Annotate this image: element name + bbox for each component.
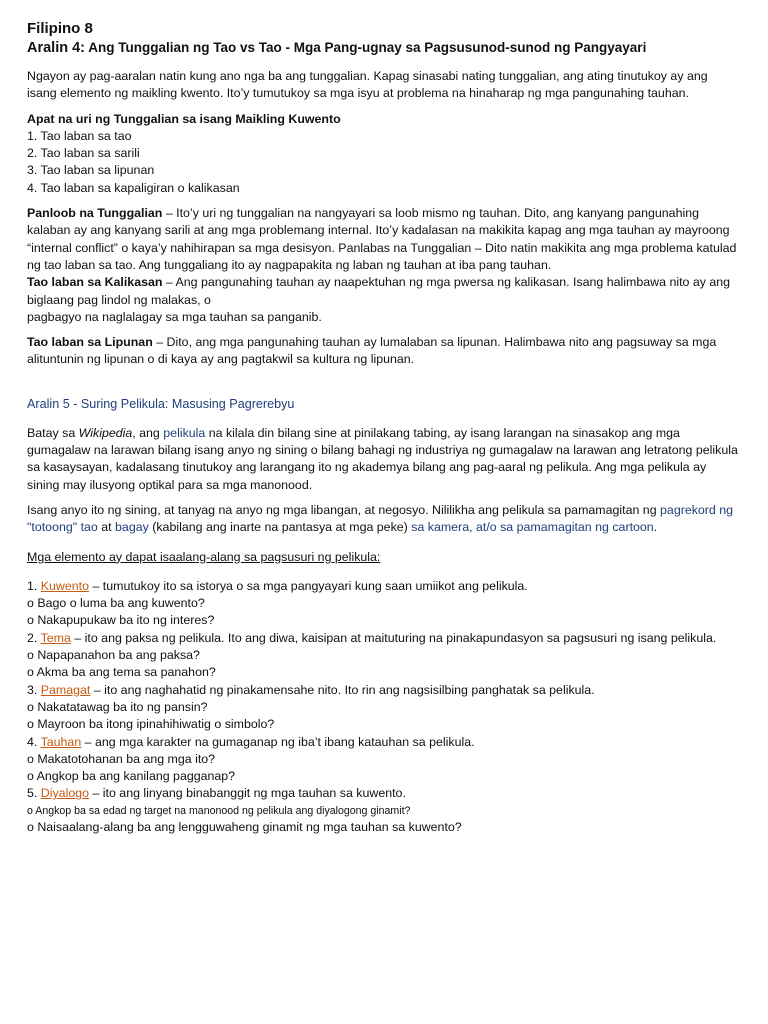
panloob-paragraph [27, 205, 740, 274]
pelikula-definition-paragraph [27, 425, 740, 494]
pamagat-question-1: o Nakatatawag ba ito ng pansin? [27, 699, 208, 714]
tauhan-question-2: o Angkop ba ang kanilang pagganap? [27, 769, 236, 784]
pagrekord-link[interactable]: pagrekord ng "totoong" tao [27, 502, 734, 535]
creation-text-e: . [653, 520, 658, 535]
element-description: – ang mga karakter na gumaganap ng iba’t ibang katauhan sa pelikula. [81, 734, 475, 749]
element-description: – ito ang paksa ng pelikula. Ito ang diwa, kaisipan at maituturing na pinakapundasyon sa pagsusuri ng isang pelikula. [70, 630, 717, 645]
element-description: – tumutukoy ito sa istorya o sa mga pangyayari kung saan umiikot ang pelikula. [89, 578, 528, 593]
lesson-4-heading [27, 38, 740, 58]
creation-text-b: at [97, 520, 116, 535]
tema-term[interactable]: Tema [40, 630, 71, 645]
conflict-type-4: 4. Tao laban sa kapaligiran o kalikasan [27, 180, 240, 195]
lipunan-text: – Dito, ang mga pangunahing tauhan ay lumalaban sa lipunan. Halimbawa nito ang pagsuway sa mga alituntunin ng lipunan o di kaya ay ang pagtakwil sa kultura ng lipunan. [27, 335, 717, 367]
pelikula-link[interactable]: pelikula [163, 425, 206, 440]
pelikula-text-a: Batay sa [27, 425, 79, 440]
lesson-4-title: Ang Tunggalian ng Tao vs Tao - Mga Pang-ugnay sa Pagsusunod-sunod ng Pangyayari [85, 40, 647, 55]
kalikasan-text: – Ang pangunahing tauhan ay naapektuhan ng mga pwersa ng kalikasan. Isang halimbawa nito ay ang biglaang pag lindol ng malakas, o [27, 275, 731, 307]
element-diyalogo [27, 785, 740, 802]
intro-paragraph: Ngayon ay pag-aaralan natin kung ano nga ba ang tunggalian. Kapag sinasabi nating tunggalian, ang ating tinutukoy ay ang isang elemento ng maikling kwento. Ito’y tumutukoy sa mga isyu at problema na hinaharap ng mga pangunahing tauhan. [27, 69, 708, 101]
lipunan-paragraph [27, 334, 740, 369]
creation-text-c: (kabilang ang inarte na pantasya at mga peke) [148, 520, 412, 535]
kuwento-question-1: o Bago o luma ba ang kuwento? [27, 596, 205, 611]
elements-heading: Mga elemento ay dapat isaalang-alang sa pagsusuri ng pelikula: [27, 549, 381, 564]
conflict-types-heading: Apat na uri ng Tunggalian sa isang Maikling Kuwento [27, 111, 341, 126]
tauhan-question-1: o Makatotohanan ba ang mga ito? [27, 751, 216, 766]
element-kuwento [27, 578, 740, 595]
creation-text-a: Isang anyo ito ng sining, at tanyag na anyo ng mga libangan, at negosyo. Nililikha ang pelikula sa pamamagitan ng [27, 502, 661, 517]
pamagat-question-2: o Mayroon ba itong ipinahihiwatig o simbolo? [27, 717, 275, 732]
conflict-type-3: 3. Tao laban sa lipunan [27, 163, 155, 178]
panloob-term: Panloob na Tunggalian [27, 206, 163, 221]
lesson-4-label: Aralin 4: [27, 40, 86, 56]
conflict-type-2: 2. Tao laban sa sarili [27, 146, 140, 161]
lipunan-term: Tao laban sa Lipunan [27, 335, 153, 350]
element-number: 5. [27, 786, 41, 801]
kuwento-term[interactable]: Kuwento [40, 578, 90, 593]
element-number: 1. [27, 578, 41, 593]
kalikasan-line-2: pagbagyo na naglalagay sa mga tauhan sa panganib. [27, 309, 322, 324]
creation-text-d: , [469, 520, 476, 535]
tema-question-1: o Napapanahon ba ang paksa? [27, 648, 200, 663]
conflict-type-1: 1. Tao laban sa tao [27, 128, 132, 143]
element-number: 4. [27, 734, 41, 749]
kalikasan-term: Tao laban sa Kalikasan [27, 275, 163, 290]
element-description: – ito ang naghahatid ng pinakamensahe nito. Ito rin ang nagsisilbing panghatak sa pelikula. [90, 682, 595, 697]
diyalogo-question-1: o Angkop ba sa edad ng target na manonood ng pelikula ang diyalogong ginamit? [27, 804, 411, 817]
element-tema [27, 630, 740, 647]
element-description: – ito ang linyang binabanggit ng mga tauhan sa kuwento. [89, 786, 406, 801]
pelikula-text-b: , ang [132, 425, 164, 440]
kamera-link[interactable]: sa kamera [411, 520, 470, 535]
panloob-text: – Ito’y uri ng tunggalian na nangyayari sa loob mismo ng tauhan. Dito, ang kanyang pangunahing kalaban ay ang kanyang sarili at ang mga problemang internal. Ito’y kadalasan na makikita kapag ang mga tauhan ay mayroong “internal conflict” o kaya’y nahihirapan sa mga desisyon. Panlabas na Tunggalian – Dito natin makikita ang mga problema katulad ng tao laban sa tao. Ang tunggaliang ito ay nagpapakita ng laban ng tauhan at iba pang tauhan. [27, 206, 737, 272]
diyalogo-term[interactable]: Diyalogo [40, 786, 89, 801]
element-pamagat [27, 682, 740, 699]
kalikasan-paragraph [27, 274, 740, 309]
element-tauhan [27, 734, 740, 751]
bagay-link[interactable]: bagay [115, 520, 149, 535]
pamagat-term[interactable]: Pamagat [40, 682, 91, 697]
wikipedia-reference: Wikipedia [78, 425, 133, 440]
pelikula-creation-paragraph [27, 502, 740, 537]
lesson-5-heading: Aralin 5 - Suring Pelikula: Masusing Pagrerebyu [27, 396, 295, 411]
element-number: 2. [27, 630, 41, 645]
diyalogo-question-2: o Naisaalang-alang ba ang lengguwaheng ginamit ng mga tauhan sa kuwento? [27, 819, 462, 834]
document-title: Filipino 8 [27, 20, 93, 37]
pelikula-text-c: na kilala din bilang sine at pinilakang tabing, ay isang larangan na sinasakop ang mga gumagalaw na larawan bilang isang anyo ng sining o bilang bahagi ng industriya ng gumagalaw na larawan ang letratong pelikula sa kasaysayan, kadalasang tinutukoy ang larangang ito ng akademya bilang ang pag-aaral ng pelikula. Ang mga pelikula ay sining may ilusyong optikal para sa mga manonood. [27, 425, 738, 492]
element-number: 3. [27, 682, 41, 697]
tema-question-2: o Akma ba ang tema sa panahon? [27, 665, 216, 680]
tauhan-term[interactable]: Tauhan [40, 734, 82, 749]
cartoon-link[interactable]: at/o sa pamamagitan ng cartoon [475, 520, 654, 535]
kuwento-question-2: o Nakapupukaw ba ito ng interes? [27, 613, 215, 628]
